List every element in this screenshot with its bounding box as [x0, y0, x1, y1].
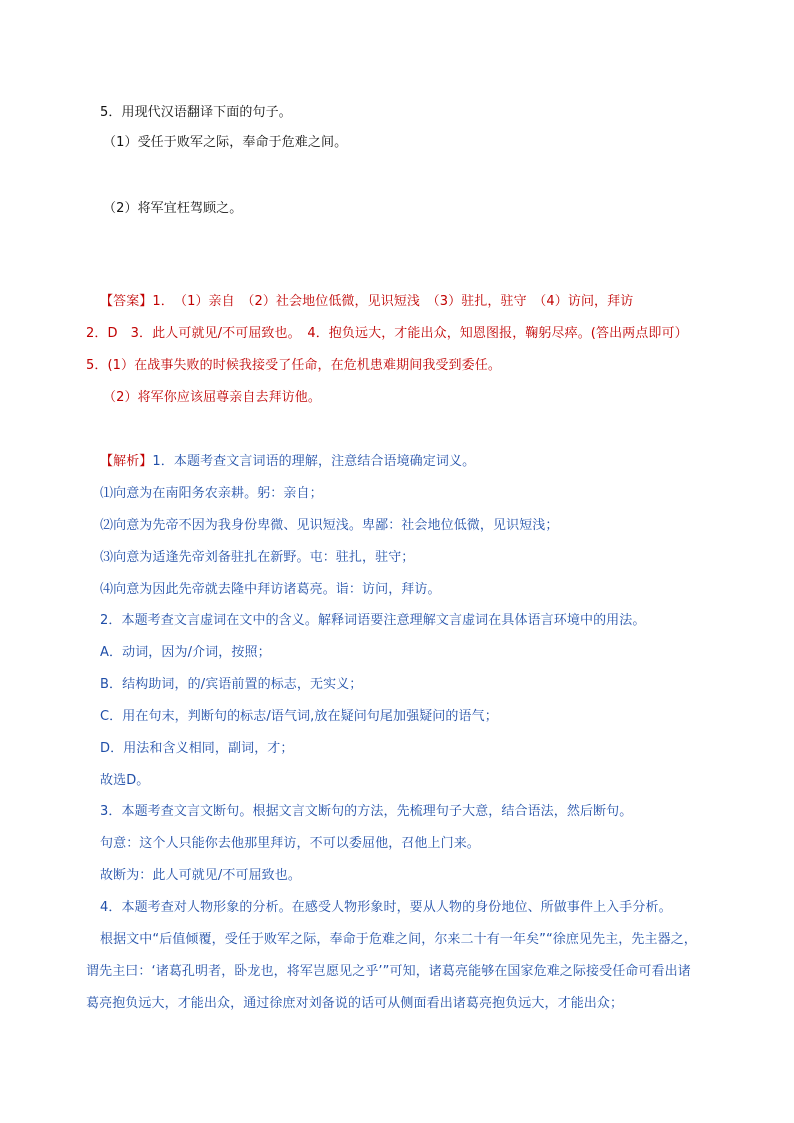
question-5-item-1: （1）受任于败军之际，奉命于危难之间。	[103, 135, 348, 150]
analysis-line-0	[100, 453, 475, 471]
answer-line-4: （2）将军你应该屈尊亲自去拜访他。	[103, 390, 321, 405]
analysis-line-12: 句意：这个人只能你去他那里拜访，不可以委屈他，召他上门来。	[100, 836, 480, 851]
analysis-line-16: 谓先主曰：‘诸葛孔明者，卧龙也，将军岂愿见之乎’”可知，诸葛亮能够在国家危难之际接受任命可看出诸	[86, 964, 691, 979]
question-5-item-2: （2）将军宜枉驾顾之。	[103, 201, 243, 216]
analysis-line-17: 葛亮抱负远大，才能出众，通过徐庶对刘备说的话可从侧面看出诸葛亮抱负远大，才能出众；	[86, 996, 624, 1011]
analysis-line-11: 3．本题考查文言文断句。根据文言文断句的方法，先梳理句子大意，结合语法，然后断句。	[100, 804, 633, 819]
answer-tag: 【答案】	[100, 294, 153, 309]
analysis-line-1: ⑴向意为在南阳务农亲耕。躬：亲自；	[100, 486, 323, 501]
answer-line-1-text: 1． （1）亲自 （2）社会地位低微，见识短浅 （3）驻扎，驻守 （4）访问，拜访	[152, 294, 634, 309]
analysis-line-13: 故断为：此人可就见/不可屈致也。	[100, 868, 301, 883]
analysis-line-2: ⑵向意为先帝不因为我身份卑微、见识短浅。卑鄙：社会地位低微，见识短浅；	[100, 518, 559, 533]
analysis-line-10: 故选D。	[100, 773, 150, 788]
analysis-tag: 【解析】	[100, 454, 153, 469]
question-5-title: 5．用现代汉语翻译下面的句子。	[100, 105, 292, 120]
analysis-line-6: A．动词，因为/介词，按照；	[100, 645, 271, 660]
analysis-line-15: 根据文中“后值倾覆，受任于败军之际，奉命于危难之间，尔来二十有一年矣”“徐庶见先主，先主器之，	[100, 932, 697, 947]
analysis-line-7: B．结构助词，的/宾语前置的标志，无实义；	[100, 677, 363, 692]
answer-line-1	[100, 293, 633, 311]
analysis-line-4: ⑷向意为因此先帝就去隆中拜访诸葛亮。诣：访问，拜访。	[100, 582, 441, 597]
analysis-line-14: 4．本题考查对人物形象的分析。在感受人物形象时，要从人物的身份地位、所做事件上入手分析。	[100, 900, 672, 915]
analysis-line-0-text: 1．本题考查文言词语的理解，注意结合语境确定词义。	[152, 454, 476, 469]
analysis-line-8: C．用在句末，判断句的标志/语气词,放在疑问句尾加强疑问的语气；	[100, 709, 498, 724]
analysis-line-3: ⑶向意为适逢先帝刘备驻扎在新野。屯：驻扎，驻守；	[100, 550, 415, 565]
answer-line-3: 5．(1）在战事失败的时候我接受了任命，在危机患难期间我受到委任。	[86, 358, 501, 373]
analysis-line-9: D．用法和含义相同，副词，才；	[100, 741, 294, 756]
answer-line-2: 2．D 3．此人可就见/不可屈致也。 4．抱负远大，才能出众，知恩图报，鞠躬尽瘁。(答出两点即可）	[86, 326, 688, 341]
analysis-line-5: 2．本题考查文言虚词在文中的含义。解释词语要注意理解文言虚词在具体语言环境中的用法。	[100, 613, 646, 628]
